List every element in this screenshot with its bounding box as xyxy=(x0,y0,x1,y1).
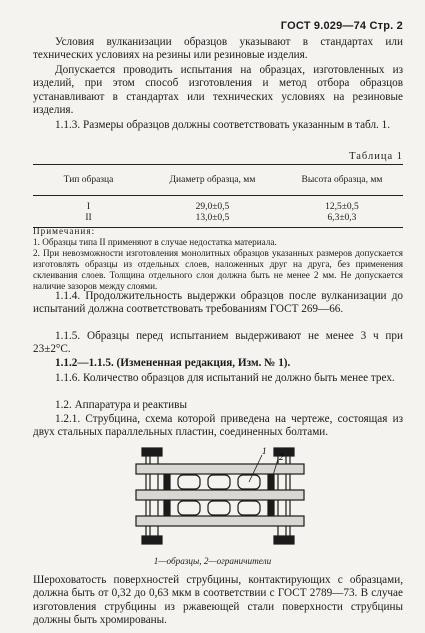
table-cell: 6,3±0,3 xyxy=(281,213,403,228)
table-cell: 13,0±0,5 xyxy=(144,213,281,228)
header-code: ГОСТ 9.029—74 xyxy=(280,20,367,32)
paragraph-roughness: Шероховатость поверхностей струбцины, контактирующих с образцами, должна быть от 0,32 до 0,63 мкм в соответствии с ГОСТ 2789—73. В случае изготовления струбцины из ржавеющей стали поверхности струбцины должны быть хромированы. xyxy=(33,574,403,627)
paragraph-1-1-6: 1.1.6. Количество образцов для испытаний не должно быть менее трех. xyxy=(55,372,395,384)
notes-title: Примечания: xyxy=(33,226,96,236)
figure-label-2: 2 xyxy=(279,452,284,462)
table-header-type: Тип образца xyxy=(33,165,144,196)
paragraph-1-2-1: 1.2.1. Струбцина, схема которой приведена на чертеже, состоящая из двух стальных параллельных пластин, соединенных болтами. xyxy=(33,413,403,439)
middle-plate xyxy=(136,490,304,500)
bottom-plate xyxy=(136,516,304,526)
limiter xyxy=(268,501,274,515)
amendment-note: 1.1.2—1.1.5. (Измененная редакция, Изм. № 1). xyxy=(55,357,291,369)
specimen-size-table xyxy=(33,164,403,228)
clamp-diagram xyxy=(130,446,310,546)
specimen xyxy=(208,475,230,489)
limiter xyxy=(164,475,170,489)
paragraph-1-1-4: 1.1.4. Продолжительность выдержки образцов после вулканизации до испытаний должна соответствовать требованиям ГОСТ 269—66. xyxy=(33,290,403,316)
header-page: Стр. 2 xyxy=(369,20,403,32)
table-cell: 12,5±0,5 xyxy=(325,202,359,212)
table-header-height: Высота образца, мм xyxy=(281,165,403,196)
paragraph-specimens-from-products: Допускается проводить испытания на образцах, изготовленных из изделий, при этом способ изготовления и метод отбора образцов устанавливают в стандартах или технических условиях на резиновые изделия. xyxy=(33,64,403,117)
section-heading-1-2: 1.2. Аппаратура и реактивы xyxy=(55,399,187,411)
note-2: 2. При невозможности изготовления монолитных образцов указанных размеров допускается изготовлять образцы из отдельных слоев, наложенных друг на друга, без применения склеивания слоев. Толщина отдельного слоя должна быть не менее 2 мм. Не допускается наличие зазоров между слоями. xyxy=(33,248,403,291)
table-row xyxy=(33,202,403,213)
specimen xyxy=(238,501,260,515)
page-header xyxy=(281,20,403,32)
top-plate xyxy=(136,464,304,474)
table-cell: II xyxy=(33,213,144,228)
specimen xyxy=(178,475,200,489)
figure-label-1: 1 xyxy=(262,446,267,456)
table-header-diameter: Диаметр образца, мм xyxy=(144,165,281,196)
limiter xyxy=(164,501,170,515)
figure-caption: 1—образцы, 2—ограничители xyxy=(153,556,272,566)
table-cell: 29,0±0,5 xyxy=(195,202,230,212)
table-caption: Таблица 1 xyxy=(349,151,403,162)
specimen xyxy=(208,501,230,515)
specimen xyxy=(178,501,200,515)
table-header-row xyxy=(33,165,403,196)
paragraph-1-1-5: 1.1.5. Образцы перед испытанием выдерживают не менее 3 ч при 23±2°C. xyxy=(33,330,403,356)
paragraph-vulcanization: Условия вулканизации образцов указывают в стандартах или технических условиях на резины или резиновые изделия. xyxy=(33,36,403,62)
note-1: 1. Образцы типа II применяют в случае недостатка материала. xyxy=(33,237,277,247)
table-cell: I xyxy=(86,202,91,212)
paragraph-1-1-3: 1.1.3. Размеры образцов должны соответствовать указанным в табл. 1. xyxy=(55,119,391,131)
